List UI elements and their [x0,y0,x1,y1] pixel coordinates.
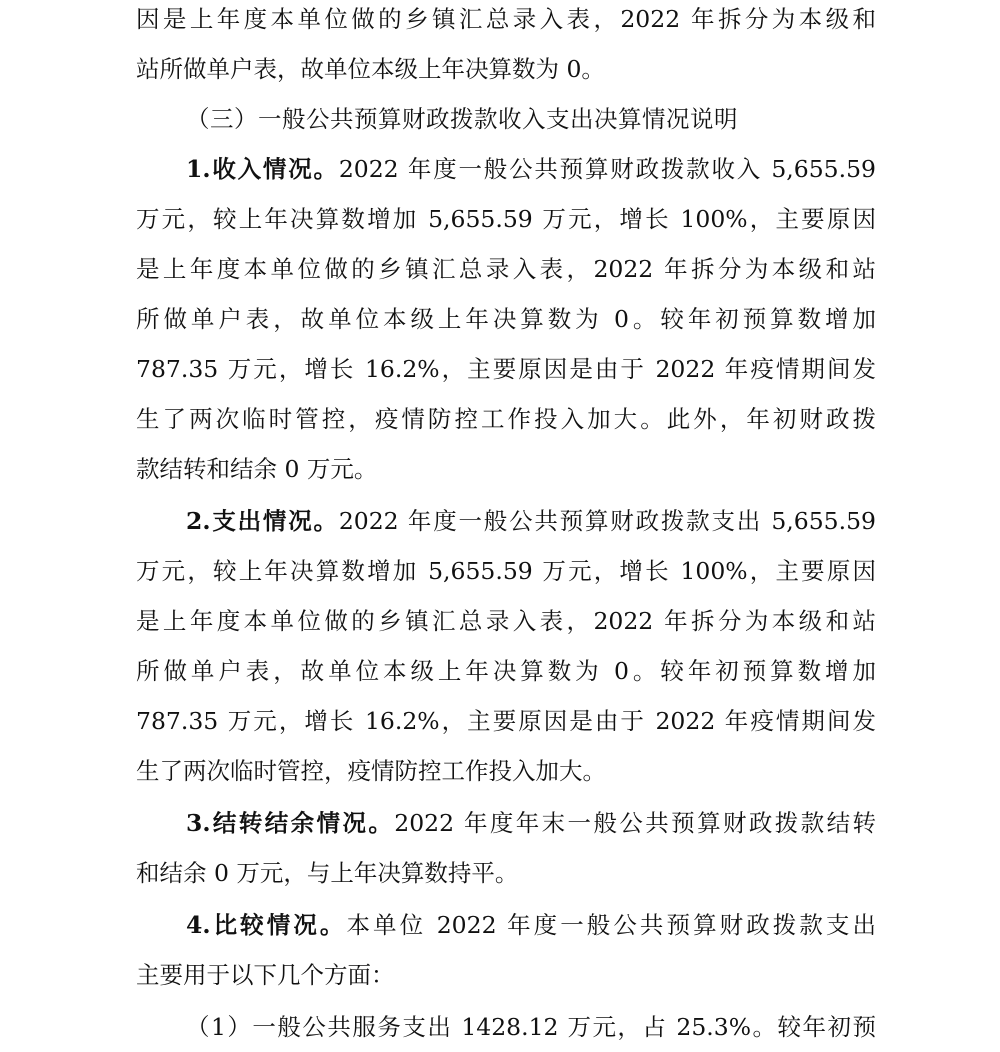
paragraph-line [136,194,876,244]
paragraph-line [186,798,876,848]
paragraph-line [136,696,876,746]
line-text: 787.35 万元，增长 16.2%，主要原因是由于 2022 年疫情期间发 [136,707,876,735]
line-text: 款结转和结余 0 万元。 [136,455,378,483]
paragraph-line [186,144,876,194]
paragraph-line [136,344,876,394]
paragraph-line [136,394,876,444]
line-text: 2022 年度年末一般公共预算财政拨款结转 [394,809,876,837]
paragraph-line [136,0,876,44]
line-text: 和结余 0 万元，与上年决算数持平。 [136,859,519,887]
line-text: 是上年度本单位做的乡镇汇总录入表，2022 年拆分为本级和站 [136,255,876,283]
section-heading [186,94,796,144]
paragraph-line [186,900,876,950]
line-text: 主要用于以下几个方面： [136,961,395,989]
line-text: 2022 年度一般公共预算财政拨款收入 5,655.59 [338,155,876,183]
heading-text: （三）一般公共预算财政拨款收入支出决算情况说明 [186,105,738,133]
line-text: （1）一般公共服务支出 1428.12 万元，占 25.3%。较年初预 [186,1013,876,1041]
paragraph-line [136,244,876,294]
line-text: 站所做单户表，故单位本级上年决算数为 0。 [136,55,605,83]
line-text: 787.35 万元，增长 16.2%，主要原因是由于 2022 年疫情期间发 [136,355,876,383]
paragraph-line [136,646,876,696]
subheading-label: 4.比较情况。 [186,911,347,939]
paragraph-line [136,746,876,796]
line-text: 万元，较上年决算数增加 5,655.59 万元，增长 100%，主要原因 [136,557,876,585]
paragraph-line [136,848,876,898]
paragraph-line [136,546,876,596]
line-text: 所做单户表，故单位本级上年决算数为 0。较年初预算数增加 [136,305,876,333]
paragraph-line [186,1002,876,1052]
line-text: 所做单户表，故单位本级上年决算数为 0。较年初预算数增加 [136,657,876,685]
line-text: 因是上年度本单位做的乡镇汇总录入表，2022 年拆分为本级和 [136,5,876,33]
paragraph-line [186,496,876,546]
paragraph-line [136,596,876,646]
subheading-label: 1.收入情况。 [186,155,339,183]
subheading-label: 3.结转结余情况。 [186,809,395,837]
subheading-label: 2.支出情况。 [186,507,339,535]
line-text: 2022 年度一般公共预算财政拨款支出 5,655.59 [338,507,876,535]
paragraph-line [136,44,876,94]
line-text: 是上年度本单位做的乡镇汇总录入表，2022 年拆分为本级和站 [136,607,876,635]
paragraph-line [136,950,876,1000]
line-text: 生了两次临时管控，疫情防控工作投入加大。此外，年初财政拨 [136,405,876,433]
line-text: 本单位 2022 年度一般公共预算财政拨款支出 [346,911,876,939]
paragraph-line [136,444,876,494]
line-text: 生了两次临时管控，疫情防控工作投入加大。 [136,757,606,785]
paragraph-line [136,294,876,344]
line-text: 万元，较上年决算数增加 5,655.59 万元，增长 100%，主要原因 [136,205,876,233]
